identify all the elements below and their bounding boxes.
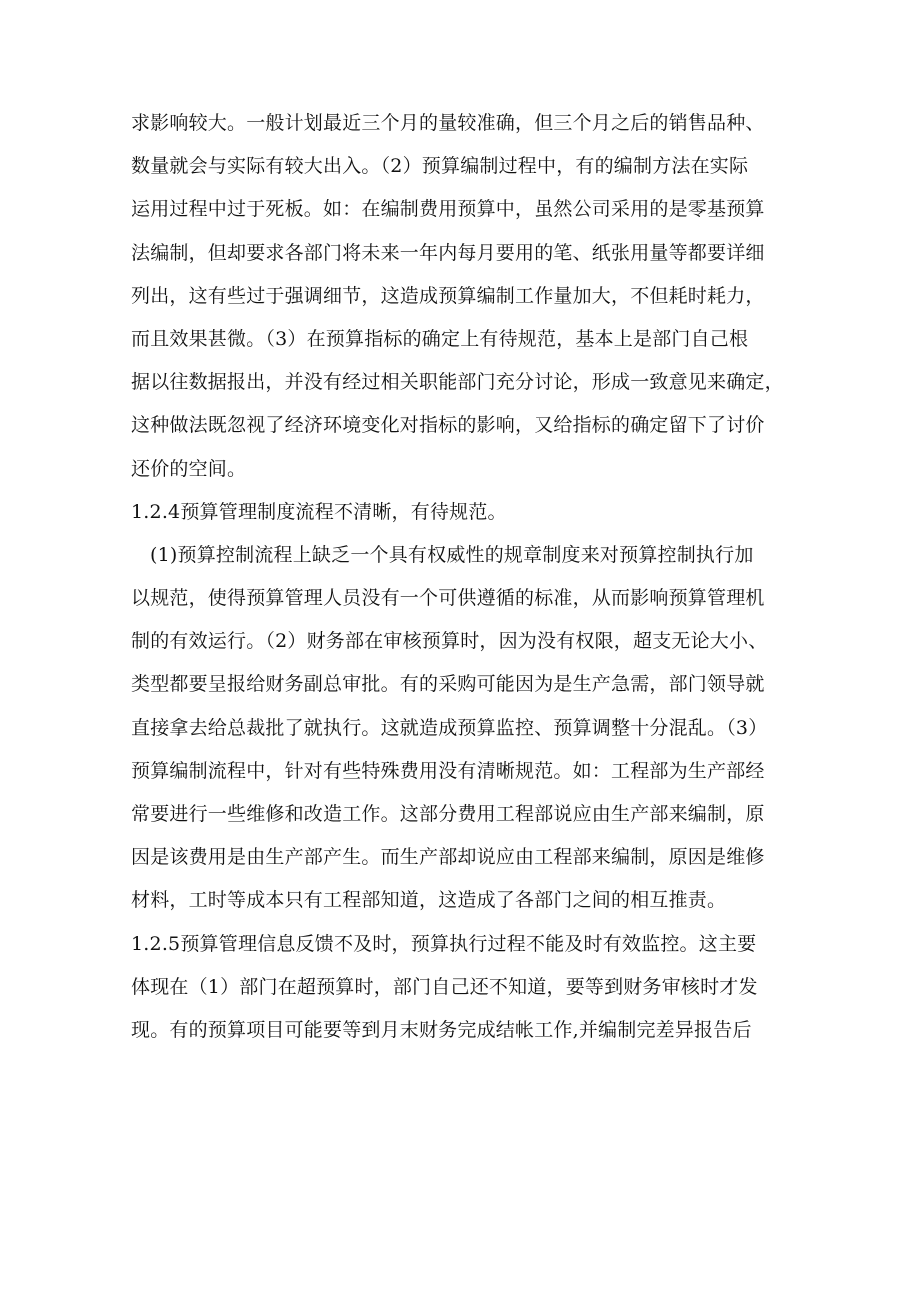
text-line: 以规范，使得预算管理人员没有一个可供遵循的标准，从而影响预算管理机 (131, 587, 765, 610)
text-line: (1)预算控制流程上缺乏一个具有权威性的规章制度来对预算控制执行加 (150, 543, 754, 566)
text-line: 运用过程中过于死板。如：在编制费用预算中，虽然公司采用的是零基预算 (131, 198, 765, 221)
text-line: 直接拿去给总裁批了就执行。这就造成预算监控、预算调整十分混乱。（3） (131, 716, 768, 739)
section-heading-1-2-4: 1.2.4预算管理制度流程不清晰，有待规范。 (131, 500, 507, 523)
text-line: 现。有的预算项目可能要等到月末财务完成结帐工作,并编制完差异报告后 (131, 1018, 752, 1041)
text-line: 这种做法既忽视了经济环境变化对指标的影响，又给指标的确定留下了讨价 (131, 414, 765, 437)
text-line: 因是该费用是由生产部产生。而生产部却说应由工程部来编制，原因是维修 (131, 846, 765, 869)
text-line: 材料，工时等成本只有工程部知道，这造成了各部门之间的相互推责。 (131, 889, 727, 912)
document-body (131, 102, 811, 1052)
text-line: 据以往数据报出，并没有经过相关职能部门充分讨论，形成一致意见来确定， (131, 371, 784, 394)
text-line: 常要进行一些维修和改造工作。这部分费用工程部说应由生产部来编制，原 (131, 803, 765, 825)
text-line: 而且效果甚微。（3）在预算指标的确定上有待规范，基本上是部门自己根 (131, 327, 749, 350)
text-line: 还价的空间。 (131, 457, 247, 480)
text-line: 类型都要呈报给财务副总审批。有的采购可能因为是生产急需，部门领导就 (131, 673, 765, 696)
text-line: 制的有效运行。（2）财务部在审核预算时，因为没有权限，超支无论大小、 (131, 630, 768, 653)
text-line: 预算编制流程中，针对有些特殊费用没有清晰规范。如：工程部为生产部经 (131, 759, 765, 782)
text-line: 法编制，但却要求各部门将未来一年内每月要用的笔、纸张用量等都要详细 (131, 241, 765, 264)
text-line: 列出，这有些过于强调细节，这造成预算编制工作量加大，不但耗时耗力， (131, 284, 765, 307)
text-line: 体现在（1）部门在超预算时，部门自己还不知道，要等到财务审核时才发 (131, 975, 758, 998)
section-heading-1-2-5: 1.2.5预算管理信息反馈不及时，预算执行过程不能及时有效监控。这主要 (131, 932, 757, 955)
text-line: 求影响较大。一般计划最近三个月的量较准确，但三个月之后的销售品种、 (131, 112, 765, 134)
text-line: 数量就会与实际有较大出入。（2）预算编制过程中，有的编制方法在实际 (131, 155, 749, 178)
